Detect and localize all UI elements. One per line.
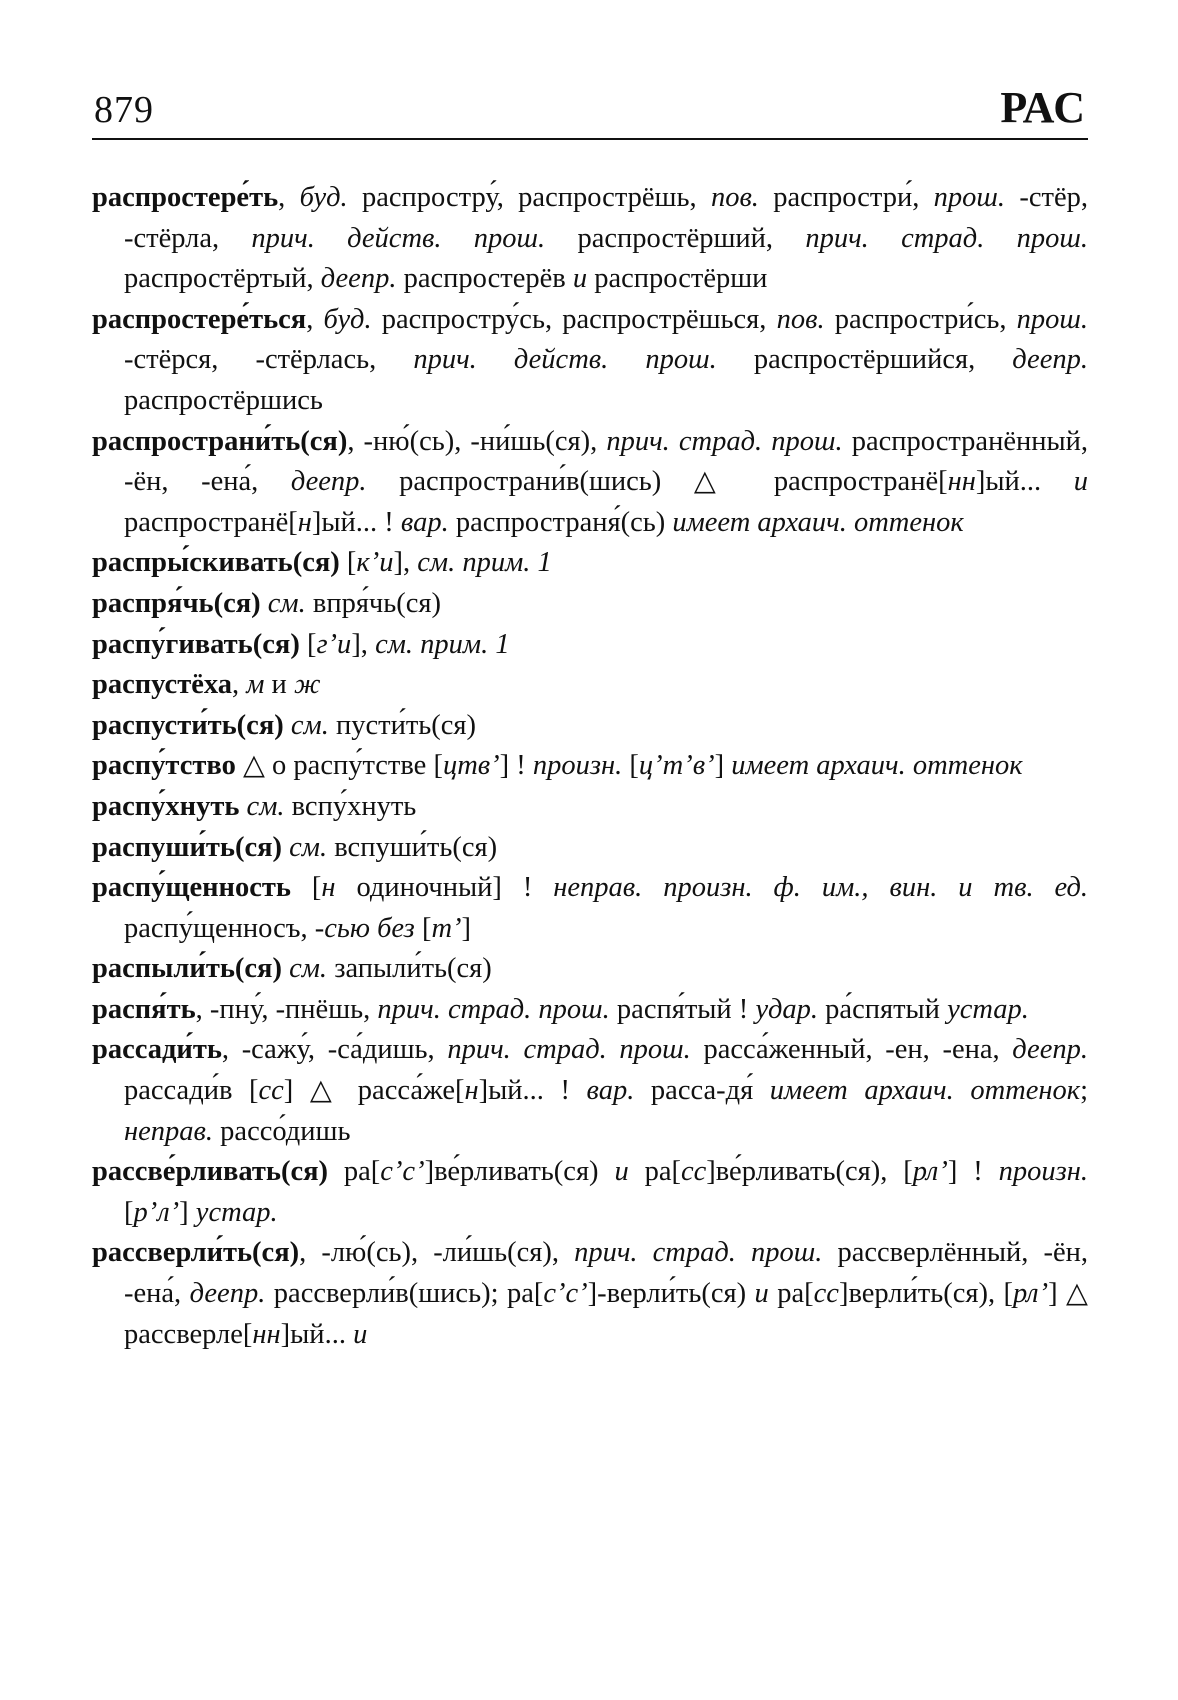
entry-text: вспу́хнуть (284, 790, 417, 822)
entry-headword: распу́хнуть (92, 790, 240, 822)
entry-text: ] ! (947, 1156, 999, 1188)
dictionary-entry (92, 1233, 1088, 1355)
entry-text (261, 588, 268, 619)
entry-text: одиночный] ! (335, 872, 554, 904)
entry-label: н (297, 506, 312, 538)
entry-text: распростри́, (758, 182, 934, 213)
entry-text: [ (299, 628, 317, 660)
entry-text: рассади́в [ (124, 1075, 259, 1107)
entry-text: и (264, 669, 294, 701)
entry-label: сс (680, 1156, 707, 1188)
dictionary-entry (92, 300, 1088, 422)
entry-text: впря́чь(ся) (305, 587, 441, 619)
entry-label: рлʼ (912, 1156, 948, 1188)
entry-label: сʼсʼ (543, 1278, 588, 1310)
entry-label: и (754, 1278, 769, 1310)
entry-text: запыли́ть(ся) (327, 953, 492, 985)
entry-label: сс (258, 1075, 284, 1107)
dictionary-entry (92, 828, 1088, 869)
entry-text: распя́тый ! (609, 993, 756, 1025)
entry-headword: распу́гивать(ся) (92, 628, 300, 660)
entry-headword: распусти́ть(ся) (92, 709, 284, 741)
entry-label: деепр. (189, 1278, 266, 1310)
entry-text: -стёрся, -стёрлась, (124, 344, 414, 376)
dictionary-entry (92, 990, 1088, 1031)
entry-label: устар. (947, 993, 1029, 1025)
entry-label: сс (813, 1278, 839, 1310)
entry-label: деепр. (320, 263, 397, 295)
entry-headword: рассверли́ть(ся) (92, 1237, 300, 1269)
entry-text: , (231, 669, 247, 701)
entry-text: распу́щенносъ, (124, 912, 315, 944)
entry-text: [ (124, 1196, 134, 1228)
entry-text: [ (339, 547, 357, 579)
entry-text: , -сажу́, -са́дишь, (221, 1034, 448, 1066)
entry-label: нн (947, 466, 976, 498)
entry-text: расса-дя́ (634, 1075, 770, 1107)
entry-label: см. (290, 709, 329, 741)
entry-label: устар. (195, 1196, 278, 1228)
entry-text: ]ый... ! (311, 506, 401, 538)
entry-label: кʼи (356, 547, 394, 579)
entry-text: ]ве́рливать(ся) (424, 1156, 615, 1188)
entry-headword: распростере́ть (92, 182, 279, 213)
entry-text: ; (1080, 1075, 1089, 1107)
entry-label: н (321, 872, 336, 904)
entry-label: прич. страд. прош. (606, 425, 843, 457)
entry-headword: распустёха (92, 669, 232, 701)
entry-text: ]ый... (975, 466, 1074, 498)
entry-headword: распу́щенность (92, 872, 291, 904)
entry-text: , -лю́(сь), -ли́шь(ся), (299, 1237, 575, 1269)
entry-text: рассверлённый, -ён, -ена́, (124, 1237, 1089, 1310)
entry-text (284, 710, 291, 741)
entry-label: см. прим. 1 (375, 628, 510, 660)
entry-text: ра́спятый (818, 993, 948, 1025)
entry-text: ра[ (768, 1278, 814, 1310)
entry-label: рʼлʼ (133, 1196, 180, 1228)
entry-text: распростёршись (124, 384, 323, 416)
entry-label: пов. (710, 182, 759, 213)
entry-text: ] (179, 1196, 196, 1228)
entry-label: деепр. (290, 466, 367, 498)
entry-label: прош. (933, 182, 1006, 213)
entry-headword: распространи́ть(ся) (92, 425, 348, 457)
entry-label: рлʼ (1013, 1278, 1049, 1310)
entry-label: м (246, 669, 265, 701)
running-head: РАС (1000, 83, 1086, 132)
entry-label: см. прим. 1 (417, 547, 552, 579)
entry-label: имеет архаич. оттенок (769, 1075, 1081, 1107)
entry-text: ]верли́ть(ся), [ (838, 1278, 1014, 1310)
entry-label: см. (289, 953, 328, 985)
entry-label: неправ. (124, 1115, 214, 1147)
entry-label: прич. страд. прош. (377, 993, 610, 1025)
entry-text: , (306, 303, 324, 335)
entry-text: распростёршийся, (716, 344, 1013, 376)
page-header (92, 82, 1088, 140)
entry-label: сʼсʼ (380, 1156, 425, 1188)
entry-label: тʼ (431, 912, 462, 944)
entry-text: ], (351, 628, 376, 660)
dictionary-entry (92, 706, 1088, 747)
entry-label: -сью без (314, 912, 415, 944)
entry-headword: распря́чь(ся) (92, 587, 261, 619)
entry-label: и (353, 1318, 368, 1350)
entry-label: и (572, 263, 588, 295)
entry-label: и (1073, 466, 1088, 498)
entry-text: ] △ рассверле[ (124, 1278, 1088, 1350)
entry-text: ]-верли́ть(ся) (587, 1278, 755, 1310)
entry-text: распростёрши (587, 263, 768, 295)
dictionary-entry (92, 949, 1088, 990)
entry-text: распространя́(сь) (448, 506, 673, 538)
entry-label: прич. действ. прош. (413, 344, 717, 376)
entry-text: расса́женный, -ен, -ена, (690, 1034, 1013, 1066)
entry-text: распространи́в(шись) △ распространё[ (366, 466, 948, 498)
entry-headword: распыли́ть(ся) (92, 953, 282, 985)
entry-text: , -ню́(сь), -ни́шь(ся), (347, 425, 607, 457)
entry-text: распростру́, распрострёшь, (347, 182, 711, 213)
dictionary-entry (92, 1152, 1088, 1233)
entry-label: прич. действ. прош. (251, 222, 546, 254)
entry-label: цтвʼ (442, 750, 500, 782)
entry-label: буд. (299, 182, 348, 213)
dictionary-entry (92, 787, 1088, 828)
entry-text: [ (622, 750, 639, 782)
entry-text: [ (414, 912, 432, 944)
entry-text: ] (714, 750, 732, 782)
entry-text: ра[ (628, 1156, 681, 1188)
entry-text: вспуши́ть(ся) (327, 831, 498, 863)
entry-text (239, 791, 246, 822)
entry-text: △ о распу́тстве [ (235, 750, 443, 782)
entry-text: ]ый... (280, 1318, 354, 1350)
entry-text: [ (290, 872, 322, 904)
entry-list (92, 178, 1088, 1355)
entry-label: буд. (323, 303, 372, 335)
entry-label: прич. страд. прош. (805, 222, 1088, 254)
entry-text: распростёрший, (545, 222, 806, 254)
entry-headword: распуши́ть(ся) (92, 831, 283, 863)
entry-text: распростру́сь, распрострёшься, (371, 303, 777, 335)
page-number: 879 (94, 89, 154, 131)
entry-text: рассо́дишь (213, 1115, 351, 1147)
entry-text: распростёртый, (124, 263, 321, 295)
entry-text: пусти́ть(ся) (328, 709, 477, 741)
entry-text: рассверли́в(шись); ра[ (265, 1278, 544, 1310)
entry-text: ] △ расса́же[ (283, 1075, 465, 1107)
entry-label: неправ. произн. ф. им., вин. и тв. ед. (553, 872, 1088, 904)
entry-text: ], (393, 547, 418, 579)
entry-text: ]ый... ! (478, 1075, 587, 1107)
entry-label: и (614, 1156, 629, 1188)
dictionary-entry (92, 422, 1088, 544)
entry-text: -стёр, -стёрла, (124, 182, 1089, 254)
dictionary-entry (92, 665, 1088, 706)
entry-text: , (278, 182, 300, 213)
entry-label: вар. (586, 1075, 635, 1107)
entry-label: прич. страд. прош. (447, 1034, 691, 1066)
entry-label: деепр. (1012, 1034, 1088, 1066)
entry-text: распростри́сь, (824, 303, 1017, 335)
dictionary-page (92, 0, 1088, 1700)
entry-text: ] (461, 912, 472, 944)
entry-text: ] ! (499, 750, 533, 782)
entry-label: ж (293, 669, 321, 701)
entry-label: гʼи (316, 628, 352, 660)
entry-label: прич. страд. прош. (574, 1237, 823, 1269)
entry-label: удар. (755, 993, 819, 1025)
entry-text: распростерёв (396, 263, 573, 295)
entry-headword: распры́скивать(ся) (92, 547, 340, 579)
dictionary-entry (92, 746, 1088, 787)
entry-label: см. (267, 587, 306, 619)
dictionary-entry (92, 584, 1088, 625)
dictionary-entry (92, 625, 1088, 666)
entry-label: произн. (998, 1156, 1088, 1188)
dictionary-entry (92, 868, 1088, 949)
entry-label: имеет архаич. оттенок (672, 506, 964, 538)
dictionary-entry (92, 1030, 1088, 1152)
entry-headword: рассади́ть (92, 1034, 222, 1066)
entry-text: , -пну́, -пнёшь, (195, 993, 378, 1025)
entry-label: цʼтʼвʼ (638, 750, 715, 782)
entry-label: вар. (400, 506, 449, 538)
entry-label: имеет архаич. оттенок (731, 750, 1023, 782)
entry-headword: распя́ть (92, 993, 196, 1025)
entry-label: см. (246, 790, 285, 822)
entry-label: пов. (776, 303, 825, 335)
entry-headword: распу́тство (92, 750, 236, 782)
entry-text: ра[ (328, 1156, 381, 1188)
entry-headword: рассве́рливать(ся) (92, 1156, 329, 1188)
entry-label: н (464, 1075, 479, 1107)
dictionary-entry (92, 178, 1088, 300)
entry-label: прош. (1016, 303, 1088, 335)
entry-text: распространённый, -ён, -ена́, (124, 425, 1089, 498)
entry-text: распространё[ (124, 506, 298, 538)
entry-label: произн. (532, 750, 623, 782)
entry-label: деепр. (1012, 344, 1088, 376)
entry-text: ]ве́рливать(ся), [ (706, 1156, 913, 1188)
dictionary-entry (92, 543, 1088, 584)
entry-label: нн (252, 1318, 281, 1350)
entry-label: см. (289, 831, 328, 863)
entry-headword: распростере́ться (92, 303, 307, 335)
